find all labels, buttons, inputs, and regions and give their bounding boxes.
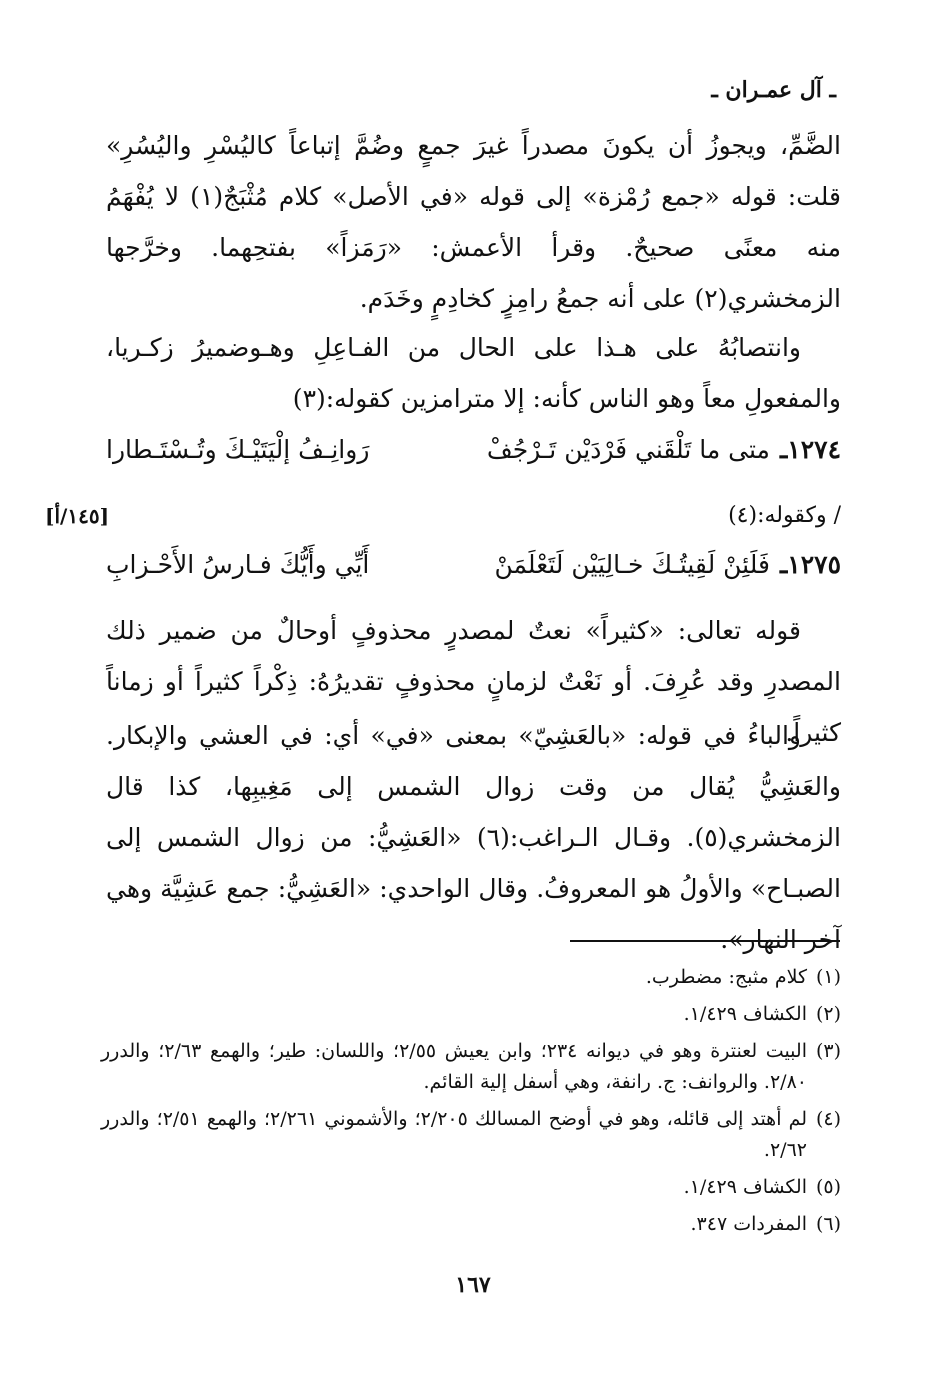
verse-first-hemistich: متى ما تَلْقَني فَرْدَيْن تَـرْجُفْ	[486, 435, 770, 464]
footnote	[101, 962, 841, 993]
footnote	[101, 1036, 841, 1098]
paragraph-4: والباءُ في قوله: «بالعَشِيّ» بمعنى «في» أي: في العشي والإبكار. والعَشِيُّ يُقال من وقت زوال الشمس إلى مَغِيبِها، كذا قال الزمخشري(٥). وقـال الـراغب:(٦) «العَشِيُّ: من زوال الشمس إلى الصبـاح» والأولُ هو المعروفُ. وقال الواحدي: «العَشِيُّ: جمع عَشِيَّة وهي آخر النهار».	[106, 721, 841, 954]
paragraph-3: قوله تعالى: «كثيراً» نعتٌ لمصدرٍ محذوفٍ أوحالٌ من ضمير ذلك المصدرِ وقد عُرِفَ. أو نَعْتٌ لزمانٍ محذوفٍ تقديرُهُ: ذِكْراً كثيراً أو زماناً كثيراً.	[106, 616, 841, 747]
footnote-text: لم أهتد إلى قائله، وهو في أوضح المسالك ٢/٢٠٥؛ والأشموني ٢/٢٦١؛ والهمع ٢/٥١؛ والدرر ٢/٦٢.	[101, 1108, 807, 1161]
folio-marker: [١٤٥/أ]	[45, 504, 110, 528]
footnotes	[101, 962, 841, 1246]
running-header: ـ آل عمـران ـ	[711, 77, 836, 103]
verse-number: ١٢٧٥ـ	[779, 550, 841, 579]
paragraph-1: الضَّمِّ، ويجوزُ أن يكونَ مصدراً غيرَ جمعٍ وضُمَّ إتباعاً كاليُسْرِ واليُسُرِ» قلت: قوله «جمع رُمْزة» إلى قوله «في الأصل» كلام مُثْبَجٌ(١) لا يُفْهَمُ منه معنًى صحيحٌ. وقرأ الأعمش: «رَمَزاً» بفتحِهما. وخرَّجها الزمخشري(٢) على أنه جمعُ رامِزٍ كخادِمٍ وخَدَم.	[106, 131, 842, 313]
footnote	[101, 1209, 841, 1240]
footnote-text: الكشاف ١/٤٢٩.	[683, 1003, 807, 1025]
page-number: ١٦٧	[455, 1272, 491, 1298]
footnote-text: الكشاف ١/٤٢٩.	[683, 1176, 807, 1198]
footnote-number: (١)	[815, 966, 841, 988]
footnote	[101, 1172, 841, 1203]
footnote-text: المفردات ٣٤٧.	[690, 1213, 807, 1235]
footnote-number: (٣)	[815, 1040, 841, 1062]
footnote-number: (٥)	[815, 1176, 841, 1198]
verse-1275	[106, 540, 841, 590]
verse-1274	[106, 425, 841, 475]
footnote-number: (٦)	[815, 1213, 841, 1235]
verse-first-hemistich: فَلَئِنْ لَقِيتُـكَ خـالِيَيْن لَتَعْلَمَنْ	[494, 550, 770, 579]
footnote-text: كلام مثبج: مضطرب.	[645, 966, 807, 988]
footnote	[101, 999, 841, 1030]
footnote-number: (٢)	[815, 1003, 841, 1025]
footnote-divider	[570, 940, 840, 942]
verse-number: ١٢٧٤ـ	[779, 435, 841, 464]
paragraph-2: وانتصابُهُ على هـذا على الحال من الفـاعِلِ وهـوضميرُ زكـريا، والمفعولِ معاً وهو الناس كأنه: إلا مترامزين كقوله:(٣)	[106, 333, 841, 413]
quote-intro: / وكقوله:(٤)	[728, 503, 841, 528]
footnote	[101, 1104, 841, 1166]
footnote-text: البيت لعنترة وهو في ديوانه ٢٣٤؛ وابن يعيش ٢/٥٥؛ واللسان: طير؛ والهمع ٢/٦٣؛ والدرر ٢/٨٠. والروانف: ج. رانفة، وهي أسفل إلية القائم.	[101, 1040, 807, 1093]
verse-second-hemistich: رَوانِـفُ إلْيَتَيْـكَ وتُـسْتَـطارا	[106, 435, 370, 464]
verse-second-hemistich: أَيِّي وأَيُّكَ فـارسُ الأَحْـزابِ	[106, 550, 370, 579]
footnote-number: (٤)	[815, 1108, 841, 1130]
